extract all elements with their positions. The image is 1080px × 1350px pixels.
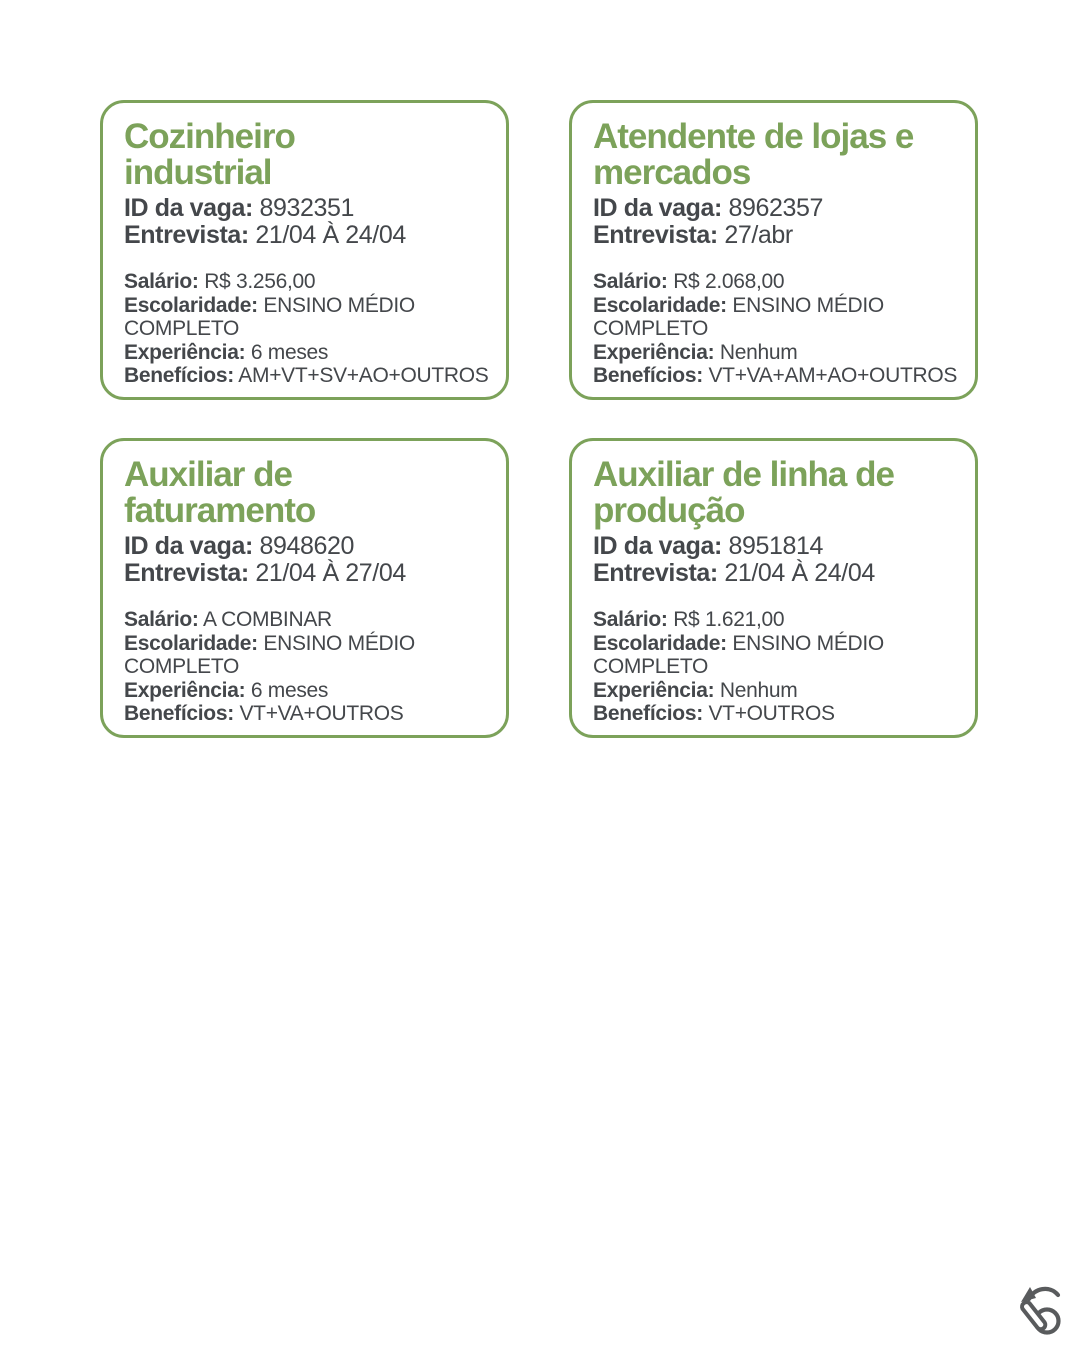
benefits-label: Benefícios:	[124, 364, 234, 387]
benefits-line	[124, 364, 490, 388]
experience-line	[124, 679, 490, 703]
experience-value: 6 meses	[250, 340, 329, 364]
id-value: 8948620	[259, 532, 355, 560]
benefits-line	[593, 364, 959, 388]
job-title-line: produção	[593, 491, 745, 530]
education-line	[124, 632, 490, 679]
id-label: ID da vaga:	[593, 532, 722, 560]
education-line	[593, 632, 959, 679]
job-title-line: Cozinheiro	[124, 117, 295, 156]
id-value: 8962357	[728, 194, 824, 222]
interview-label: Entrevista:	[124, 221, 249, 249]
swipe-arrowhead	[1021, 1287, 1036, 1302]
benefits-value: AM+VT+SV+AO+OUTROS	[238, 364, 489, 387]
job-details	[593, 270, 959, 388]
job-id-line	[124, 533, 490, 560]
education-value: ENSINO MÉDIO COMPLETO	[124, 631, 415, 678]
salary-line	[124, 270, 490, 294]
interview-line	[593, 560, 959, 587]
job-card-cozinheiro-industrial	[100, 100, 509, 400]
benefits-label: Benefícios:	[593, 364, 703, 387]
salary-label: Salário:	[593, 270, 668, 293]
benefits-value: VT+VA+AM+AO+OUTROS	[708, 364, 958, 387]
job-title-line: industrial	[124, 153, 272, 192]
education-value: ENSINO MÉDIO COMPLETO	[593, 631, 884, 678]
benefits-label: Benefícios:	[124, 702, 234, 725]
job-id-line	[593, 533, 959, 560]
benefits-line	[593, 702, 959, 726]
benefits-value: VT+OUTROS	[708, 702, 835, 725]
experience-line	[593, 341, 959, 365]
interview-label: Entrevista:	[593, 221, 718, 249]
job-title-line: mercados	[593, 153, 751, 192]
experience-line	[593, 679, 959, 703]
education-label: Escolaridade:	[593, 631, 727, 655]
swipe-gesture-icon	[1017, 1282, 1063, 1338]
education-line	[593, 294, 959, 341]
job-details	[124, 270, 490, 388]
id-value: 8951814	[728, 532, 824, 560]
interview-line	[124, 560, 490, 587]
experience-label: Experiência:	[593, 340, 715, 364]
job-card-auxiliar-linha-producao	[569, 438, 978, 738]
benefits-line	[124, 702, 490, 726]
salary-line	[593, 270, 959, 294]
job-title	[593, 457, 959, 529]
interview-value: 21/04 À 24/04	[255, 221, 406, 249]
interview-line	[593, 222, 959, 249]
salary-line	[593, 608, 959, 632]
job-id-line	[593, 195, 959, 222]
experience-label: Experiência:	[124, 340, 246, 364]
experience-value: 6 meses	[250, 678, 329, 702]
salary-label: Salário:	[124, 608, 199, 631]
job-title-line: faturamento	[124, 491, 316, 530]
salary-label: Salário:	[124, 270, 199, 293]
experience-value: Nenhum	[719, 678, 798, 702]
job-title	[124, 119, 490, 191]
education-line	[124, 294, 490, 341]
job-details	[124, 608, 490, 726]
salary-line	[124, 608, 490, 632]
salary-value: R$ 2.068,00	[673, 270, 785, 293]
interview-label: Entrevista:	[124, 559, 249, 587]
education-label: Escolaridade:	[593, 293, 727, 317]
benefits-label: Benefícios:	[593, 702, 703, 725]
job-title-line: Atendente de lojas e	[593, 117, 914, 156]
salary-value: R$ 3.256,00	[204, 270, 316, 293]
job-card-auxiliar-faturamento	[100, 438, 509, 738]
id-label: ID da vaga:	[124, 194, 253, 222]
salary-label: Salário:	[593, 608, 668, 631]
job-title	[593, 119, 959, 191]
education-value: ENSINO MÉDIO COMPLETO	[593, 293, 884, 340]
experience-value: Nenhum	[719, 340, 798, 364]
job-title-line: Auxiliar de linha de	[593, 455, 894, 494]
id-label: ID da vaga:	[124, 532, 253, 560]
interview-value: 21/04 À 27/04	[255, 559, 406, 587]
job-details	[593, 608, 959, 726]
experience-line	[124, 341, 490, 365]
job-title	[124, 457, 490, 529]
job-card-atendente-lojas-mercados	[569, 100, 978, 400]
benefits-value: VT+VA+OUTROS	[239, 702, 404, 725]
interview-value: 21/04 À 24/04	[724, 559, 875, 587]
education-value: ENSINO MÉDIO COMPLETO	[124, 293, 415, 340]
experience-label: Experiência:	[593, 678, 715, 702]
salary-value: R$ 1.621,00	[673, 608, 785, 631]
interview-value: 27/abr	[724, 221, 793, 249]
interview-label: Entrevista:	[593, 559, 718, 587]
id-value: 8932351	[259, 194, 355, 222]
interview-line	[124, 222, 490, 249]
swipe-hand-finger	[1022, 1302, 1045, 1329]
salary-value: A COMBINAR	[203, 608, 332, 631]
id-label: ID da vaga:	[593, 194, 722, 222]
education-label: Escolaridade:	[124, 631, 258, 655]
job-id-line	[124, 195, 490, 222]
education-label: Escolaridade:	[124, 293, 258, 317]
experience-label: Experiência:	[124, 678, 246, 702]
job-title-line: Auxiliar de	[124, 455, 292, 494]
